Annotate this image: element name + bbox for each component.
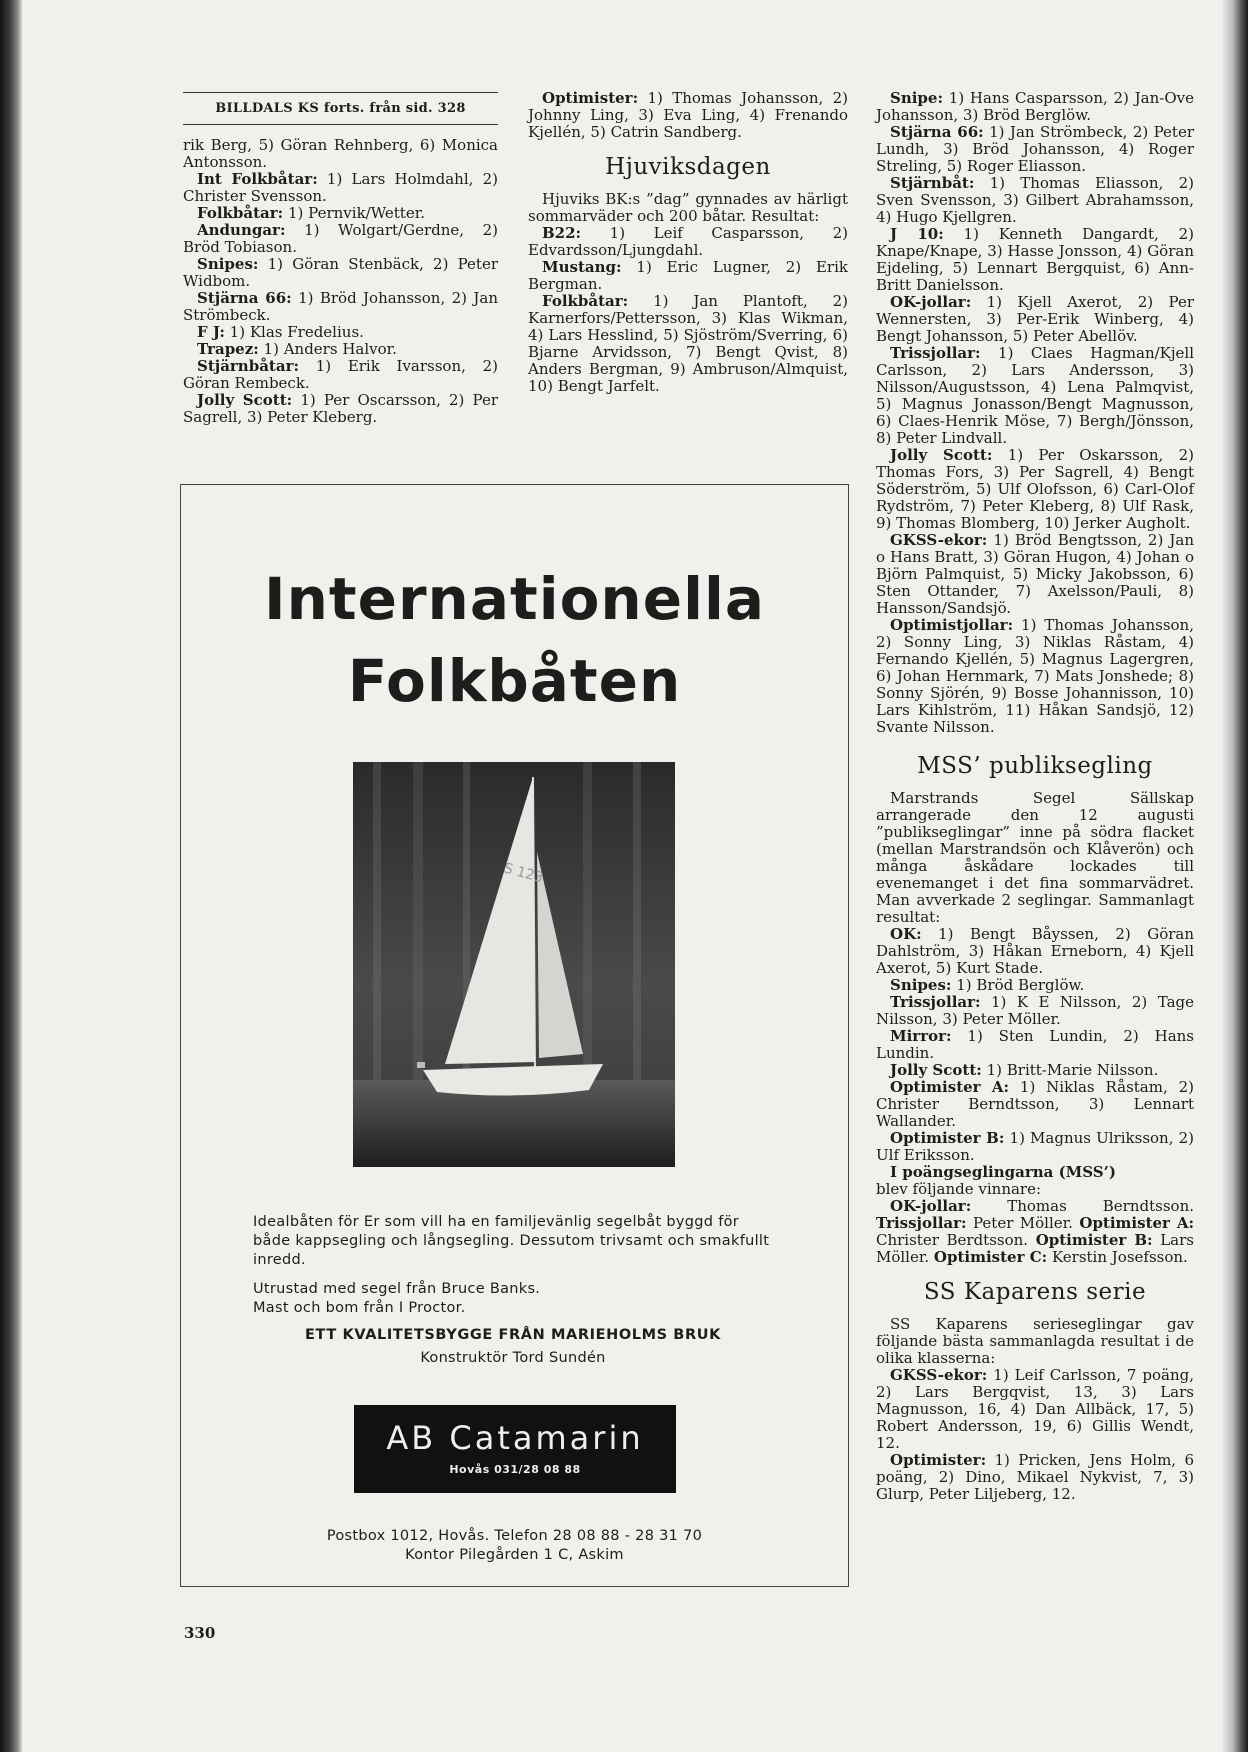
section-title-hjuviksdagen: Hjuviksdagen [605,154,771,180]
result-item [183,392,498,426]
ad-designer: Konstruktör Tord Sundén [420,1350,606,1366]
column-middle [528,90,848,395]
result-text: 1) Thomas Johansson, 2) Johnny Ling, 3) Eva Ling, 4) Frenando Kjellén, 5) Catrin Sandberg. [528,89,848,141]
class-label: OK-jollar: [890,1197,972,1215]
result-item [183,341,498,358]
result-text: 1) Jan Strömbeck, 2) Peter Lundh, 3) Bröd Johansson, 4) Roger Streling, 5) Roger Eliasson. [876,123,1194,175]
result-text: 1) Kenneth Dangardt, 2) Knape/Knape, 3) Hasse Jonsson, 4) Göran Ejdeling, 5) Lennart Bergquist, 6) Ann-Britt Danielsson. [876,225,1194,294]
flag [417,1062,425,1068]
class-label: OK: [890,925,922,943]
logo-company-name: AB Catamarin [386,1419,644,1457]
result-item [876,1028,1194,1062]
result-text: 1) Lars Holmdahl, 2) Christer Svensson. [183,170,498,205]
result-text: 1) Thomas Eliasson, 2) Sven Svensson, 3) Gilbert Abrahamsson, 4) Hugo Kjellgren. [876,174,1194,226]
result-item [183,205,498,222]
class-label: OK-jollar: [890,293,972,311]
result-text: 1) Anders Halvor. [258,340,397,358]
ad-tagline: ETT KVALITETSBYGGE FRÅN MARIEHOLMS BRUK [305,1327,721,1343]
result-text: 1) Wolgart/Gerdne, 2) Bröd Tobiason. [183,221,498,256]
catamarin-logo [354,1405,676,1493]
result-item [876,1367,1194,1452]
continued-text: rik Berg, 5) Göran Rehnberg, 6) Monica Antonsson. [183,136,498,171]
section-intro: Hjuviks BK:s ”dag” gynnades av härligt sommarväder och 200 båtar. Resultat: [528,190,848,225]
class-label: Stjärnbåt: [890,174,975,192]
class-label: Jolly Scott: [890,1061,982,1079]
result-item [876,345,1194,447]
result-item [876,447,1194,532]
result-item [528,225,848,259]
result-item [876,124,1194,175]
ad-mast: Mast och bom från I Proctor. [253,1300,466,1316]
class-label: Optimistjollar: [890,616,1014,634]
result-item [890,1197,1194,1215]
class-label: Stjärna 66: [890,123,984,141]
class-label: Optimister: [542,89,639,107]
ad-contact [181,1527,848,1565]
points-heading [876,1164,1194,1181]
result-item [876,294,1194,345]
class-label: Int Folkbåtar: [197,170,318,188]
result-text: 1) Thomas Johansson, 2) Sonny Ling, 3) Niklas Råstam, 4) Fernando Kjellén, 5) Magnus Lagergren, 6) Johan Hernmark, 7) Mats Jonshede; 8) Sonny Sjörén, 9) Bosse Johannisson, 10) Lars Kihlström, 11) Håkan Sandsjö, 12) Svante Nilsson. [876,616,1194,736]
ad-sails: Utrustad med segel från Bruce Banks. [253,1281,541,1297]
column-left [183,92,498,426]
result-text: 1) Magnus Ulriksson, 2) Ulf Eriksson. [876,1129,1195,1164]
result-item [528,259,848,293]
result-list [876,90,1194,736]
section-title-mss: MSS’ publiksegling [917,753,1153,779]
class-label: B22: [542,224,582,242]
class-label: Mustang: [542,258,622,276]
result-text: 1) Erik Ivarsson, 2) Göran Rembeck. [183,357,498,392]
result-item [876,1130,1194,1164]
contact-line2: Kontor Pilegården 1 C, Askim [405,1547,624,1563]
sail-number: S 123 [501,860,545,887]
result-text: 1) Per Oskarsson, 2) Thomas Fors, 3) Per Sagrell, 4) Bengt Söderström, 5) Ulf Olofsson, 6) Carl-Olof Rydström, 7) Peter Kleberg, 8) Ulf Rask, 9) Thomas Blomberg, 10) Jerker Augholt. [876,446,1194,532]
result-item [934,1248,1188,1266]
class-label: J 10: [890,225,944,243]
ad-title-line2: Folkbåten [347,647,682,715]
contact-line1: Postbox 1012, Hovås. Telefon 28 08 88 - 28 31 70 [326,1528,703,1544]
class-label: Optimister A: [1079,1214,1195,1232]
result-item [876,1079,1194,1130]
result-item [876,1214,1079,1232]
result-item [183,256,498,290]
class-label: GKSS-ekor: [890,1366,988,1384]
result-item [183,171,498,205]
result-list [528,90,848,141]
class-label: Optimister C: [933,1248,1048,1266]
result-text: Kerstin Josefsson. [1047,1248,1188,1266]
book-spine-shadow [0,0,22,1752]
result-item [183,222,498,256]
ad-title-line1: Internationella [264,565,765,633]
result-item [876,90,1194,124]
class-label: Optimister B: [1035,1231,1153,1249]
result-text: 1) Bröd Bengtsson, 2) Jan o Hans Bratt, 3) Göran Hugon, 4) Johan o Björn Palmquist, 5) Micky Jakobsson, 6) Sten Ottander, 7) Axelsson/Pauli, 8) Hansson/Sandsjö. [876,531,1194,617]
page-number: 330 [184,1624,216,1642]
class-label: Jolly Scott: [197,391,293,409]
class-label: Stjärnbåtar: [197,357,300,375]
result-text: 1) Leif Casparsson, 2) Edvardsson/Ljungdahl. [528,224,848,259]
points-text: blev följande vinnare: [876,1180,1042,1198]
result-text: 1) Claes Hagman/Kjell Carlsson, 2) Lars Andersson, 3) Nilsson/Augustsson, 4) Lena Palmqvist, 5) Magnus Jonasson/Bengt Magnusson, 6) Claes-Henrik Möse, 7) Bergh/Jönsson, 8) Peter Lindvall. [876,344,1194,447]
section-intro: SS Kaparens serieseglingar gav följande bästa sammanlagda resultat i de olika klasserna: [876,1315,1194,1367]
result-text: Lars Möller. [876,1231,1194,1266]
class-label: Snipes: [890,976,952,994]
result-item [876,532,1194,617]
result-text: 1) Eric Lugner, 2) Erik Bergman. [528,258,848,293]
result-text: 1) Bröd Berglöw. [951,976,1085,994]
result-item [183,358,498,392]
section-title-kaparen: SS Kaparens serie [923,1279,1147,1305]
result-item [876,926,1194,977]
result-item [876,1062,1194,1079]
result-text: 1) Kjell Axerot, 2) Per Wennersten, 3) Per-Erik Winberg, 4) Bengt Johansson, 5) Peter Abellöv. [876,293,1194,345]
result-text: 1) Bröd Johansson, 2) Jan Strömbeck. [183,289,498,324]
result-text: 1) Bengt Båyssen, 2) Göran Dahlström, 3) Håkan Erneborn, 4) Kjell Axerot, 5) Kurt Stade. [876,925,1194,977]
result-text: Christer Berdtsson. [876,1231,1036,1249]
class-label: Stjärna 66: [197,289,292,307]
points-results [876,1198,1194,1266]
class-label: Optimister A: [890,1078,1010,1096]
result-item [183,290,498,324]
class-label: Snipe: [890,89,944,107]
section-intro: Marstrands Segel Sällskap arrangerade den 12 augusti ”publikseglingar” inne på södra flacket (mellan Marstrandsön och Klåverön) och många åskådare lockades till evenemanget i det fina sommarvädret. Man avverkade 2 seglingar. Sammanlagt resultat: [876,789,1194,926]
result-item [183,324,498,341]
result-text: 1) Leif Carlsson, 7 poäng, 2) Lars Bergqvist, 13, 3) Lars Magnusson, 16, 4) Dan Allbäck, 17, 5) Robert Andersson, 19, 6) Gillis Wendt, 12. [876,1366,1194,1452]
class-label: Jolly Scott: [890,446,993,464]
result-text: 1) Pricken, Jens Holm, 6 poäng, 2) Dino, Mikael Nykvist, 7, 3) Glurp, Peter Liljeberg, 12. [876,1451,1194,1503]
class-label: Trissjollar: [890,993,981,1011]
result-list [876,926,1194,1164]
points-label: I poängseglingarna (MSS’) [890,1163,1116,1181]
column-right [876,90,1194,1503]
class-label: Trissjollar: [890,344,981,362]
header-rule-bottom [183,124,498,125]
result-list [528,225,848,395]
logo-phone: Hovås 031/28 08 88 [449,1463,581,1476]
result-text: 1) Sten Lundin, 2) Hans Lundin. [876,1027,1194,1062]
ad-description: Idealbåten för Er som vill ha en familjevänlig segelbåt byggd för både kappsegling och långsegling. Dessutom trivsamt och smakfullt inredd. [253,1214,770,1268]
page-edge-shadow [1222,0,1248,1752]
result-text: 1) Britt-Marie Nilsson. [981,1061,1159,1079]
result-text: Peter Möller. [966,1214,1080,1232]
class-label: Trissjollar: [876,1214,967,1232]
result-item [528,90,848,141]
class-label: Optimister: [890,1451,987,1469]
result-text: Thomas Berndtsson. [971,1197,1194,1215]
result-text: 1) Klas Fredelius. [224,323,364,341]
class-label: Folkbåtar: [542,292,629,310]
result-text: 1) Pernvik/Wetter. [283,204,426,222]
class-label: Trapez: [197,340,259,358]
result-item [876,1452,1194,1503]
class-label: Mirror: [890,1027,952,1045]
result-item [876,977,1194,994]
class-label: Folkbåtar: [197,204,284,222]
result-item [528,293,848,395]
class-label: Snipes: [197,255,259,273]
result-item [876,175,1194,226]
advertisement [180,484,849,1587]
ad-body-text [253,1213,773,1368]
class-label: F J: [197,323,225,341]
result-text: 1) K E Nilsson, 2) Tage Nilsson, 3) Peter Möller. [876,993,1194,1028]
result-text: 1) Jan Plantoft, 2) Karnerfors/Pettersson, 3) Klas Wikman, 4) Lars Hesslind, 5) Sjöström/Sverring, 6) Bjarne Arvidsson, 7) Bengt Qvist, 8) Anders Bergman, 9) Ambruson/Almquist, 10) Bengt Jarfelt. [528,292,848,395]
result-text: 1) Per Oscarsson, 2) Per Sagrell, 3) Peter Kleberg. [183,391,498,426]
class-label: Andungar: [197,221,286,239]
result-text: 1) Göran Stenbäck, 2) Peter Widbom. [183,255,498,290]
result-list [183,171,498,426]
result-item [876,617,1194,736]
result-item [876,994,1194,1028]
result-text: 1) Niklas Råstam, 2) Christer Berndtsson, 3) Lennart Wallander. [876,1078,1194,1130]
continuation-header: BILLDALS KS forts. från sid. 328 [215,101,466,116]
class-label: Optimister B: [890,1129,1005,1147]
result-item [876,226,1194,294]
sailboat-photo [353,762,675,1167]
result-text: 1) Hans Casparsson, 2) Jan-Ove Johansson, 3) Bröd Berglöw. [876,89,1194,124]
class-label: GKSS-ekor: [890,531,988,549]
result-list [876,1367,1194,1503]
